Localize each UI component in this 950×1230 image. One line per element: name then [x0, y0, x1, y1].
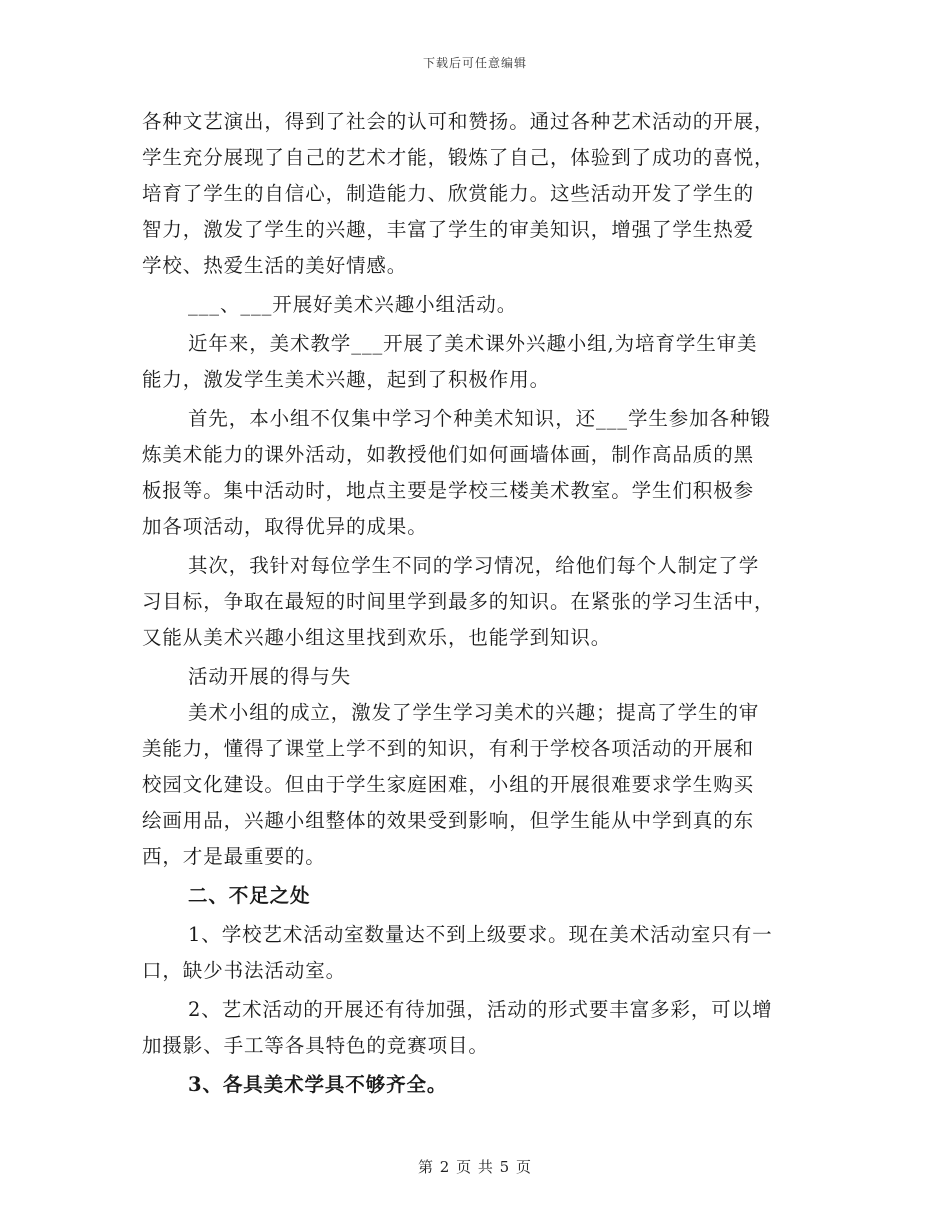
text-line: 其次，我针对每位学生不同的学习情况，给他们每个人制定了学	[188, 554, 760, 577]
paragraph	[142, 326, 810, 398]
paragraph	[142, 548, 810, 656]
text-line: 2、艺术活动的开展还有待加强，活动的形式要丰富多彩，可以增	[188, 998, 773, 1021]
text-line: 活动开展的得与失	[188, 665, 352, 688]
text-line: 近年来，美术教学___开展了美术课外兴趣小组,为培育学生审美	[188, 332, 758, 355]
text-line: 美术小组的成立，激发了学生学习美术的兴趣；提高了学生的审	[188, 701, 760, 724]
text-line: 又能从美术兴趣小组这里找到欢乐，也能学到知识。	[142, 626, 612, 649]
text-line: 二、不足之处	[188, 884, 311, 907]
paragraph	[142, 917, 810, 989]
text-line: 板报等。集中活动时，地点主要是学校三楼美术教室。学生们积极参	[142, 479, 755, 502]
text-line: 加各项活动，取得优异的成果。	[142, 515, 428, 538]
text-line: 3、各具美术学具不够齐全。	[188, 1073, 448, 1096]
text-line: 加摄影、手工等各具特色的竞赛项目。	[142, 1034, 489, 1057]
text-line: 1、学校艺术活动室数量达不到上级要求。现在美术活动室只有一	[188, 923, 773, 946]
paragraph	[142, 401, 810, 545]
text-line: 美能力，懂得了课堂上学不到的知识，有利于学校各项活动的开展和	[142, 737, 755, 760]
paragraph	[142, 992, 810, 1064]
page-header: 下载后可任意编辑	[422, 56, 527, 70]
section-heading	[142, 287, 810, 323]
text-line: 口，缺少书法活动室。	[142, 959, 347, 982]
document-body	[142, 104, 810, 1103]
text-line: 学生充分展现了自己的艺术才能，锻炼了自己，体验到了成功的喜悦，	[142, 146, 775, 169]
section-heading	[142, 878, 810, 914]
text-line: 培育了学生的自信心，制造能力、欣赏能力。这些活动开发了学生的	[142, 182, 755, 205]
section-heading	[142, 1067, 810, 1103]
text-line: 西，才是最重要的。	[142, 845, 326, 868]
section-heading	[142, 659, 810, 695]
text-line: 各种文艺演出，得到了社会的认可和赞扬。通过各种艺术活动的开展，	[142, 110, 775, 133]
text-line: 炼美术能力的课外活动，如教授他们如何画墙体画，制作高品质的黑	[142, 443, 755, 466]
text-line: 习目标，争取在最短的时间里学到最多的知识。在紧张的学习生活中，	[142, 590, 775, 613]
text-line: 智力，激发了学生的兴趣，丰富了学生的审美知识，增强了学生热爱	[142, 218, 755, 241]
paragraph	[142, 104, 810, 284]
text-line: 校园文化建设。但由于学生家庭困难，小组的开展很难要求学生购买	[142, 773, 755, 796]
text-line: 首先，本小组不仅集中学习个种美术知识，还___学生参加各种锻	[188, 407, 771, 430]
paragraph	[142, 695, 810, 875]
text-line: 学校、热爱生活的美好情感。	[142, 254, 408, 277]
text-line: 能力，激发学生美术兴趣，起到了积极作用。	[142, 368, 551, 391]
text-line: ___、___开展好美术兴趣小组活动。	[188, 293, 518, 316]
page-number: 第 2 页 共 5 页	[418, 1158, 532, 1176]
text-line: 绘画用品，兴趣小组整体的效果受到影响，但学生能从中学到真的东	[142, 809, 755, 832]
